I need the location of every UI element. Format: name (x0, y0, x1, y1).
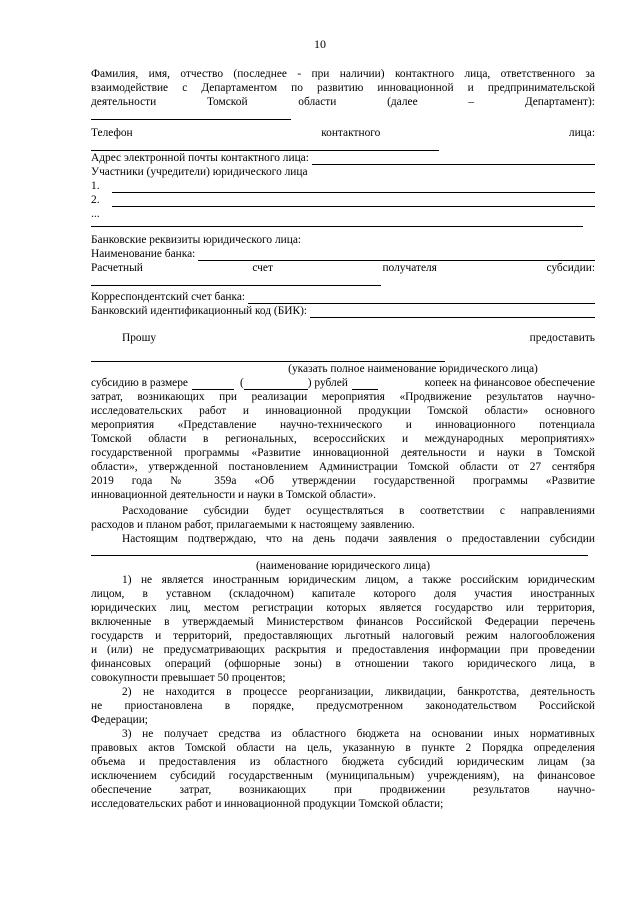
bank-details-label: Банковские реквизиты юридического лица: (91, 234, 302, 246)
subsidy-text: ( (239, 377, 244, 389)
item-line: не приостановлена в порядке, предусмотренном законодательством Российской (91, 700, 595, 712)
item-line: 2) не находится в процессе реорганизации, ликвидации, банкротства, деятельность (122, 686, 595, 698)
request-row (91, 331, 595, 345)
account-label-word: субсидии: (546, 262, 595, 274)
item-line: финансовых операций (офшорные зоны) в отношении такого юридического лица, в (91, 658, 595, 670)
account-label-word: получателя (382, 262, 437, 274)
subsidy-line: государственной программы «Развитие инновационной деятельности и науки в Томской (91, 447, 595, 459)
account-field[interactable] (91, 275, 381, 286)
subsidy-text: ) рублей (307, 377, 348, 389)
item-line: включенные в утверждаемый Министерством финансов Российской Федерации перечень (91, 616, 595, 628)
subsidy-text: субсидию в размере (91, 377, 188, 389)
subsidy-line: Томской области в региональных, всероссийских и международных мероприятиях» (91, 433, 595, 445)
item-line: юридических лиц, местом регистрации которых является государство или территория, (91, 602, 595, 614)
item-line: лицом, в уставном (складочном) капитале которого доля участия иностранных (91, 588, 595, 600)
request-word-left: Прошу (122, 332, 157, 344)
amount-rubles-field[interactable] (192, 379, 234, 390)
founders-ellipsis: ... (91, 208, 100, 220)
bik-label: Банковский идентификационный код (БИК): (91, 305, 308, 317)
subsidy-line: затрат, возникающих при реализации мероприятия «Продвижение результатов научно- (91, 391, 595, 403)
corr-account-row (91, 290, 595, 304)
founder-field-2[interactable] (112, 196, 595, 207)
contact-person-field[interactable] (91, 109, 291, 120)
caption-full-name: (указать полное наименование юридического лица) (288, 363, 538, 375)
account-label-word: счет (252, 262, 273, 274)
spending-line: Расходование субсидии будет осуществляться в соответствии с направлениями (122, 505, 595, 517)
contact-word: деятельности (91, 96, 157, 108)
item-line: 3) не получает средства из областного бюджета на основании иных нормативных (122, 728, 595, 740)
contact-word: (далее (387, 96, 418, 108)
contact-word: – (468, 96, 475, 108)
item-line: обеспечение затрат, возникающих при продвижении результатов научно- (91, 784, 595, 796)
item-line: совокупности превышает 50 процентов; (91, 672, 286, 684)
bik-row (91, 304, 595, 318)
founders-label: Участники (учредители) юридического лица (91, 166, 308, 178)
contact-word: Департамент): (524, 96, 595, 108)
item-line: объема и предоставления из областного бюджета субсидий юридическим лицам (за (91, 756, 595, 768)
subsidy-line: 2019 года № 359а «Об утверждении государственной программы «Развитие (91, 475, 595, 487)
bik-field[interactable] (310, 307, 595, 318)
bank-name-row (91, 247, 595, 261)
subsidy-line: мероприятия «Представление научно-технического и инновационного потенциала (91, 419, 595, 431)
corr-account-field[interactable] (248, 293, 595, 304)
application-form (91, 67, 595, 811)
bank-name-label: Наименование банка: (91, 248, 196, 260)
item-line: Федерации; (91, 714, 148, 726)
founder-row-2 (91, 193, 595, 207)
phone-row (91, 126, 595, 140)
founder-row-1 (91, 179, 595, 193)
amount-kopecks-field[interactable] (352, 379, 378, 390)
page-number: 10 (314, 37, 326, 51)
contact-person-paragraph (91, 67, 595, 109)
phone-field[interactable] (91, 140, 439, 151)
phone-label-word: лица: (568, 127, 595, 139)
contact-word: области (298, 96, 337, 108)
phone-label-word: контактного (321, 127, 381, 139)
phone-label-word: Телефон (91, 127, 133, 139)
subsidy-paragraph (91, 376, 595, 502)
subsidy-line-1 (91, 376, 595, 390)
spending-line: расходов и планом работ, прилагаемыми к настоящему заявлению. (91, 519, 415, 531)
item-line: исключением субсидий государственным (муниципальным) учреждениям), на финансовое (91, 770, 595, 782)
founder-field-1[interactable] (112, 182, 595, 193)
caption-name: (наименование юридического лица) (255, 560, 431, 572)
condition-item-3 (91, 727, 595, 811)
contact-line-3 (91, 95, 595, 109)
item-line: и (или) не предусматривающих раскрытия и предоставления информации при проведении (91, 644, 595, 656)
subsidy-text: копеек на финансовое обеспечение (424, 377, 595, 389)
item-line: 1) не является иностранным юридическим лицом, а также российским юридическим (122, 574, 595, 586)
condition-item-2 (91, 685, 595, 727)
subsidy-line: исследовательских работ и инновационной продукции Томской области» основного (91, 405, 595, 417)
email-field[interactable] (312, 154, 595, 165)
contact-word: Томской (206, 96, 248, 108)
amount-in-words-field[interactable] (244, 379, 308, 390)
request-word-right: предоставить (529, 332, 595, 344)
bank-name-field[interactable] (198, 250, 595, 261)
item-line: правовых актов Томской области на цель, указанную в пункте 2 Порядка определения (91, 742, 595, 754)
account-row (91, 261, 595, 275)
subsidy-line: инновационной деятельности и науки в Томской области». (91, 489, 377, 501)
item-line: исследовательских работ и инновационной продукции Томской области; (91, 798, 444, 810)
legal-entity-full-name-field[interactable] (91, 351, 445, 362)
corr-account-label: Корреспондентский счет банка: (91, 291, 246, 303)
contact-line-1: Фамилия, имя, отчество (последнее - при наличии) контактного лица, ответственного за (91, 68, 595, 80)
subsidy-line: области», утвержденной постановлением Администрации Томской области от 27 сентября (91, 461, 595, 473)
email-label: Адрес электронной почты контактного лица: (91, 152, 309, 164)
item-line: государств и территорий, предоставляющих льготный налоговый режим налогообложения (91, 630, 595, 642)
spending-paragraph (91, 504, 595, 532)
founder-number: 1. (91, 180, 100, 192)
condition-item-1 (91, 573, 595, 685)
founder-number: 2. (91, 194, 100, 206)
contact-line-2: взаимодействие с Департаментом по развитию инновационной и предпринимательской (91, 82, 595, 94)
account-label-word: Расчетный (91, 262, 143, 274)
confirm-line: Настоящим подтверждаю, что на день подачи заявления о предоставлении субсидии (122, 533, 595, 545)
email-row (91, 151, 595, 165)
